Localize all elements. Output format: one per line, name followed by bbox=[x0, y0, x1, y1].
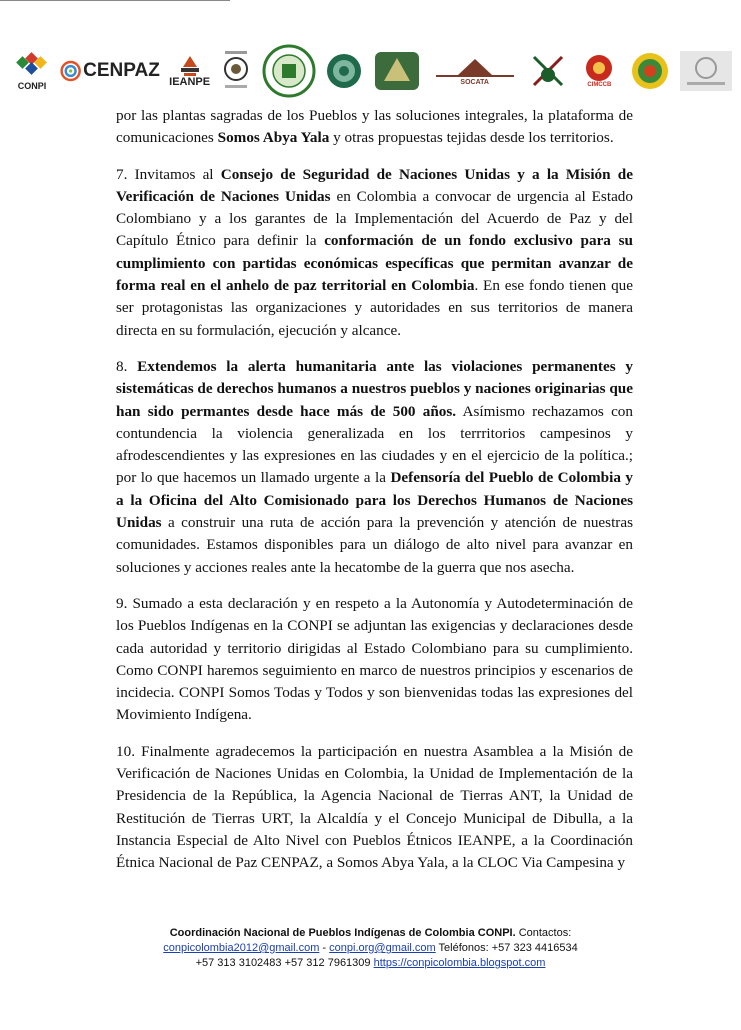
conpi-emblem-icon bbox=[15, 52, 49, 82]
conpi-logo: CONPI bbox=[12, 52, 52, 91]
round-seal-2-icon bbox=[374, 51, 420, 91]
asociacion-seal-icon bbox=[221, 49, 251, 93]
email-link-2[interactable]: conpi.org@gmail.com bbox=[329, 942, 436, 954]
asociacion-seal-logo bbox=[219, 49, 253, 93]
red-circle-logo: CIMCCB bbox=[576, 54, 622, 88]
paragraph-8: 8. Extendemos la alerta humanitaria ante las violaciones permanentes y sistemáticas de derechos humanos a nuestros pueblos y naciones originarias que han sido permantes desde hace más de 500 años. Asímismo rechazamos con contundencia la violencia generalizada en los terrritorios campesinos y afrodescendientes y las expresiones en las ciudades y en el ejercicio de la política.; por lo que hacemos un llamado urgente a la Defensoría del Pueblo de Colombia y a la Oficina del Alto Comisionado para los Derechos Humanos de Naciones Unidas a construir una ruta de acción para la prevención y atención de nuestras comunidades. Estamos disponibles para un diálogo de alto nivel para avanzar en soluciones y acciones reales ante la hecatombe de la guerra que nos asecha. bbox=[116, 357, 633, 576]
paragraph-7: 7. Invitamos al Consejo de Seguridad de Naciones Unidas y a la Misión de Verificación de Naciones Unidas en Colombia a convocar de urgencia al Estado Colombiano y a los garantes de la Implementación del Acuerdo de Paz y del Capítulo Étnico para definir la conformación de un fondo exclusivo para su cumplimiento con partidas económicas específicas que permitan avanzar de forma real en el anhelo de paz territorial en Colombia. En ese fondo tienen que ser protagonistas las organizaciones y autoridades en sus territorios de manera directa en su formulación, ejecución y alcance. bbox=[116, 165, 634, 339]
gray-seal-logo bbox=[678, 50, 734, 92]
yellow-mandala-logo bbox=[630, 52, 670, 90]
socata-logo: SOCATA bbox=[431, 57, 519, 86]
arrows-emblem-logo bbox=[527, 51, 569, 91]
red-circle-icon bbox=[583, 54, 615, 82]
ieanpe-emblem-icon bbox=[175, 55, 205, 77]
blog-link[interactable]: https://conpicolombia.blogspot.com bbox=[373, 957, 546, 969]
round-seal-1-icon bbox=[326, 53, 362, 89]
yellow-mandala-icon bbox=[631, 52, 669, 90]
email-link-1[interactable]: conpicolombia2012@gmail.com bbox=[163, 942, 320, 954]
footer bbox=[100, 926, 641, 971]
footer-line-2: conpicolombia2012@gmail.com - conpi.org@gmail.com Teléfonos: +57 323 4416534 bbox=[163, 942, 578, 954]
document-body bbox=[116, 105, 633, 889]
paragraph-10: 10. Finalmente agradecemos la participación en nuestra Asamblea a la Misión de Verificación de Naciones Unidas en Colombia, la Unidad de Implementación de la Presidencia de la República, la Agencia Nacional de Tierras ANT, la Unidad de Restitución de Tierras URT, la Alcaldía y el Concejo Municipal de Dibulla, a la Instancia Especial de Alto Nivel con Pueblos Étnicos IEANPE, a la Coordinación Étnica Nacional de Paz CENPAZ, a Somos Abya Yala, a la CLOC Via Campesina y bbox=[116, 742, 633, 872]
green-org-seal-logo bbox=[261, 44, 317, 98]
gray-seal-icon bbox=[679, 50, 733, 92]
arrows-emblem-icon bbox=[528, 51, 568, 91]
cenpaz-logo: CENPAZ bbox=[60, 58, 160, 84]
round-seal-1-logo bbox=[325, 53, 363, 89]
ieanpe-logo: IEANPE bbox=[168, 55, 212, 88]
logo-bar bbox=[12, 42, 734, 100]
green-seal-icon bbox=[262, 44, 316, 98]
cenpaz-swirl-icon bbox=[60, 58, 81, 84]
footer-line-1: Coordinación Nacional de Pueblos Indígenas de Colombia CONPI. Contactos: bbox=[169, 927, 572, 939]
socata-emblem-icon bbox=[432, 57, 518, 79]
round-seal-2-logo bbox=[371, 51, 423, 91]
footer-line-3: +57 313 3102483 +57 312 7961309 https://conpicolombia.blogspot.com bbox=[195, 957, 546, 969]
paragraph-continuation: por las plantas sagradas de los Pueblos y las soluciones integrales, la plataforma de comunicaciones Somos Abya Yala y otras propuestas tejidas desde los territorios. bbox=[116, 107, 633, 147]
paragraph-9: 9. Sumado a esta declaración y en respeto a la Autonomía y Autodeterminación de los Pueblos Indígenas en la CONPI se adjuntan las exigencias y declaraciones desde cada autoridad y territorio dirigidas al Estado Colombiano para su cumplimiento. Como CONPI haremos seguimiento en marco de nuestros principios y escenarios de incidecia. CONPI Somos Todas y Todos y son bienvenidas todas las expresiones del Movimiento Indígena. bbox=[116, 594, 633, 724]
top-rule bbox=[0, 0, 230, 1]
